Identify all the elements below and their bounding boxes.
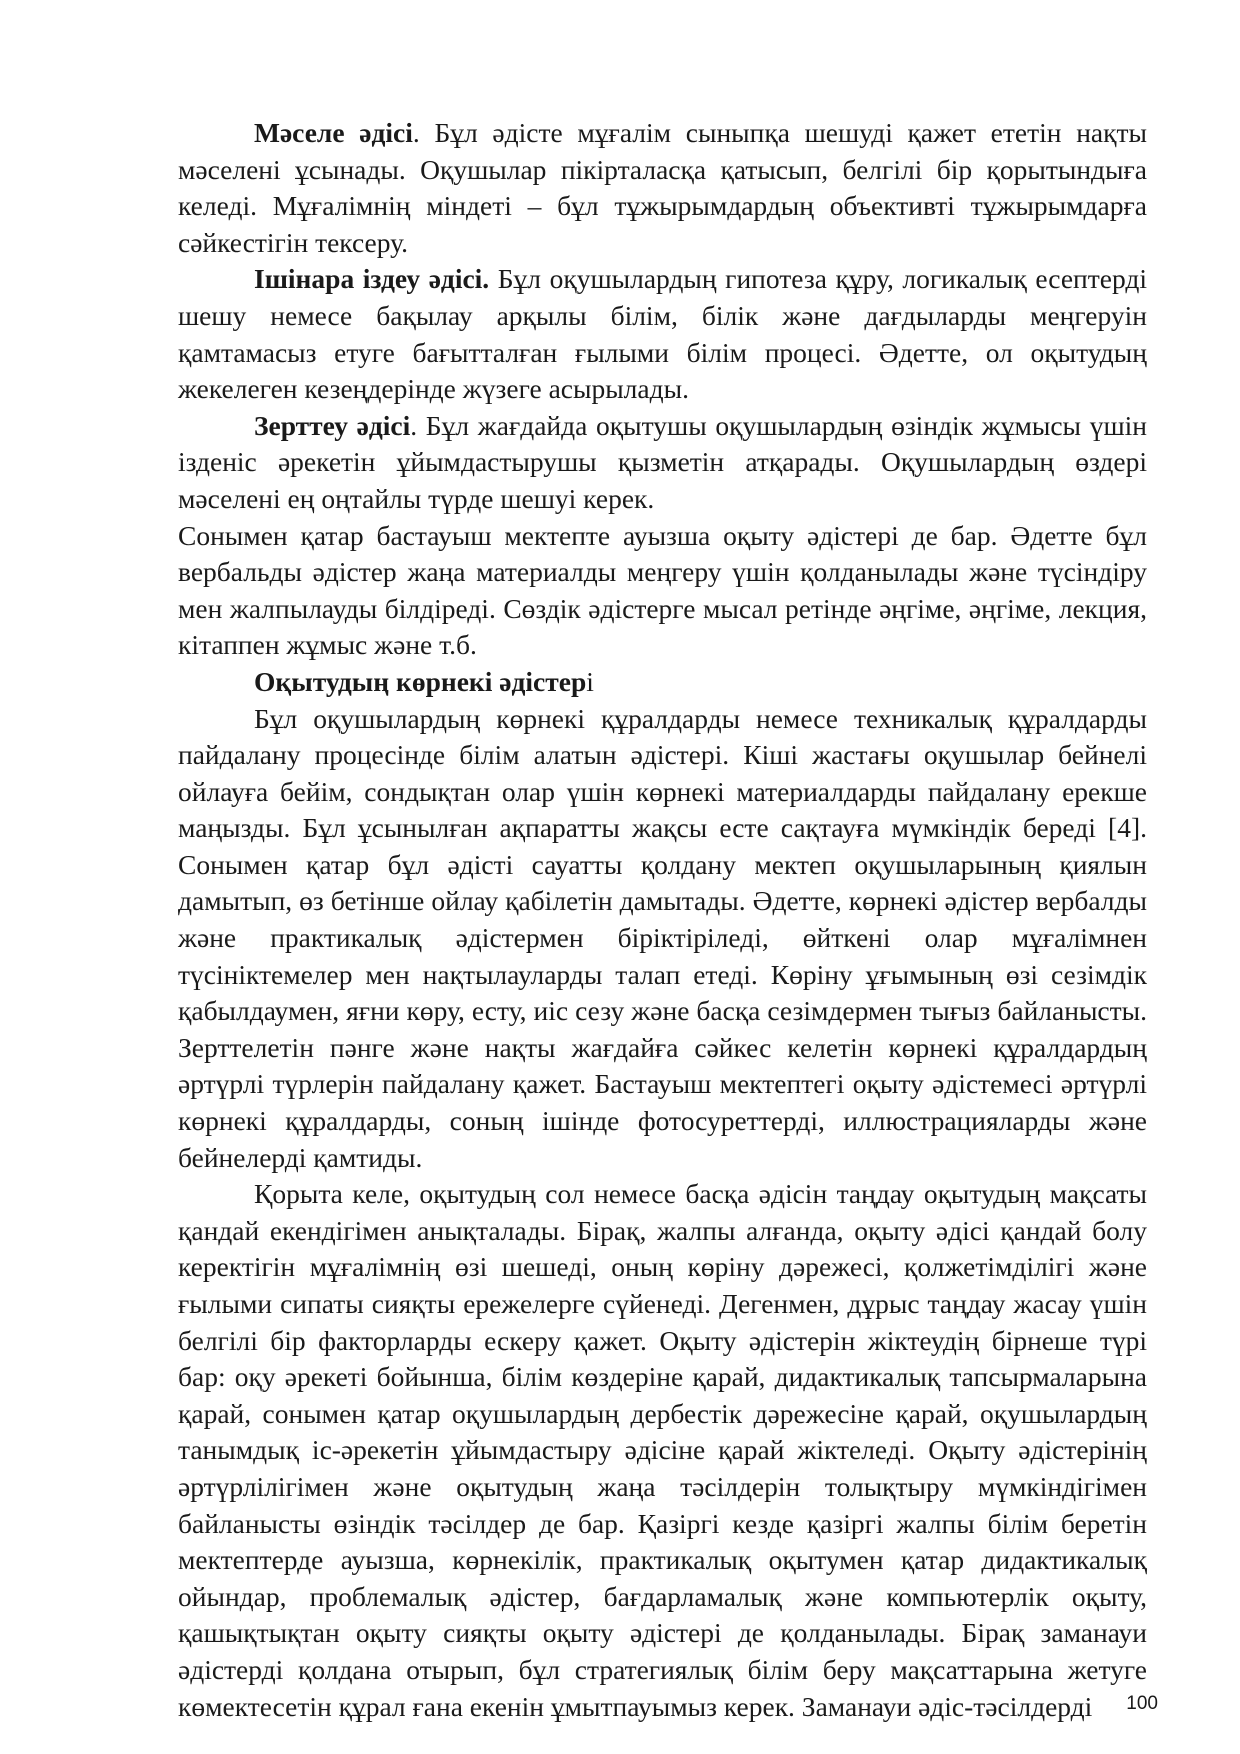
paragraph-problem-method — [178, 115, 1147, 261]
section-heading-bold: Оқытудың көрнекі әдістер — [254, 665, 587, 697]
section-heading-tail: і — [586, 665, 594, 697]
paragraph-text: Бұл оқушылардың көрнекі құралдарды немесе техникалық құралдарды пайдалану процесінде білім алатын әдістері. Кіші жастағы оқушылар бейнелі ойлауға бейім, сондықтан олар үшін көрнекі материалдарды пайдалану ерекше маңызды. Бұл ұсынылған ақпаратты жақсы есте сақтауға мүмкіндік береді [4]. Сонымен қатар бұл әдісті сауатты қолдану мектеп оқушыларының қиялын дамытып, өз бетінше ойлау қабілетін дамытады. Әдетте, көрнекі әдістер вербалды және практикалық әдістермен біріктіріледі, өйткені олар мұғалімнен түсініктемелер мен нақтылауларды талап етеді. Көріну ұғымының өзі сезімдік қабылдаумен, яғни көру, есту, иіс сезу және басқа сезімдермен тығыз байланысты. Зерттелетін пәнге және нақты жағдайға сәйкес келетін көрнекі құралдардың әртүрлі түрлерін пайдалану қажет. Бастауыш мектептегі оқыту әдістемесі әртүрлі көрнекі құралдарды, соның ішінде фотосуреттерді, иллюстрацияларды және бейнелерді қамтиды. — [178, 702, 1147, 1173]
paragraph-visual-methods — [178, 701, 1147, 1177]
paragraph-text: . Бұл жағдайда оқытушы оқушылардың өзіндік жұмысы үшін ізденіс әрекетін ұйымдастырушы қызметін атқарады. Оқушылардың өздері мәселені ең оңтайлы түрде шешуі керек. — [178, 409, 1147, 514]
paragraph-oral-methods — [178, 518, 1147, 664]
paragraph-text: Сонымен қатар бастауыш мектепте ауызша оқыту әдістері де бар. Әдетте бұл вербальды әдістер жаңа материалды меңгеру үшін қолданылады және түсіндіру мен жалпылауды білдіреді. Сөздік әдістерге мысал ретінде әңгіме, әңгіме, лекция, кітаппен жұмыс және т.б. — [178, 519, 1147, 661]
paragraph-text: Бұл оқушылардың гипотеза құру, логикалық есептерді шешу немесе бақылау арқылы білім, білік және дағдыларды меңгеруін қамтамасыз етуге бағытталған ғылыми білім процесі. Әдетте, ол оқытудың жекелеген кезеңдерінде жүзеге асырылады. — [178, 263, 1147, 405]
paragraph-text: Қорыта келе, оқытудың сол немесе басқа әдісін таңдау оқытудың мақсаты қандай екендігімен анықталады. Бірақ, жалпы алғанда, оқыту әдісі қандай болу керектігін мұғалімнің өзі шешеді, оның көріну дәрежесі, қолжетімділігі және ғылыми сипаты сияқты ережелерге сүйенеді. Дегенмен, дұрыс таңдау жасау үшін белгілі бір факторларды ескеру қажет. Оқыту әдістерін жіктеудің бірнеше түрі бар: оқу әрекеті бойынша, білім көздеріне қарай, дидактикалық тапсырмаларына қарай, сонымен қатар оқушылардың дербестік дәрежесіне қарай, оқушылардың танымдық іс-әрекетін ұйымдастыру әдісіне қарай жіктеледі. Оқыту әдістерінің әртүрлілігімен және оқытудың жаңа тәсілдерін толықтыру мүмкіндігімен байланысты өзіндік тәсілдер де бар. Қазіргі кезде қазіргі жалпы білім беретін мектептерде ауызша, көрнекілік, практикалық оқытумен қатар дидактикалық ойындар, проблемалық әдістер, бағдарламалық және компьютерлік оқыту, қашықтықтан оқыту сияқты оқыту әдістері де қолданылады. Бірақ заманауи әдістерді қолдана отырып, бұл стратегиялық білім беру мақсаттарына жетуге көмектесетін құрал ғана екенін ұмытпауымыз керек. Заманауи әдіс-тәсілдерді — [178, 1178, 1147, 1722]
section-heading-visual-methods — [178, 664, 1147, 701]
paragraph-research-method — [178, 408, 1147, 518]
document-body — [178, 115, 1147, 1725]
term-partial-search-method: Ішінара іздеу әдісі. — [254, 263, 490, 295]
paragraph-conclusion — [178, 1176, 1147, 1725]
page-number: 100 — [1126, 1693, 1158, 1714]
term-problem-method: Мәселе әдісі — [254, 117, 413, 148]
paragraph-partial-search-method — [178, 261, 1147, 407]
term-research-method: Зерттеу әдісі — [254, 409, 411, 441]
paragraph-text: . Бұл әдісте мұғалім сыныпқа шешуді қажет ететін нақты мәселені ұсынады. Оқушылар пікірталасқа қатысып, белгілі бір қорытындыға келеді. Мұғалімнің міндеті – бұл тұжырымдардың объективті тұжырымдарға сәйкестігін тексеру. — [178, 117, 1147, 258]
